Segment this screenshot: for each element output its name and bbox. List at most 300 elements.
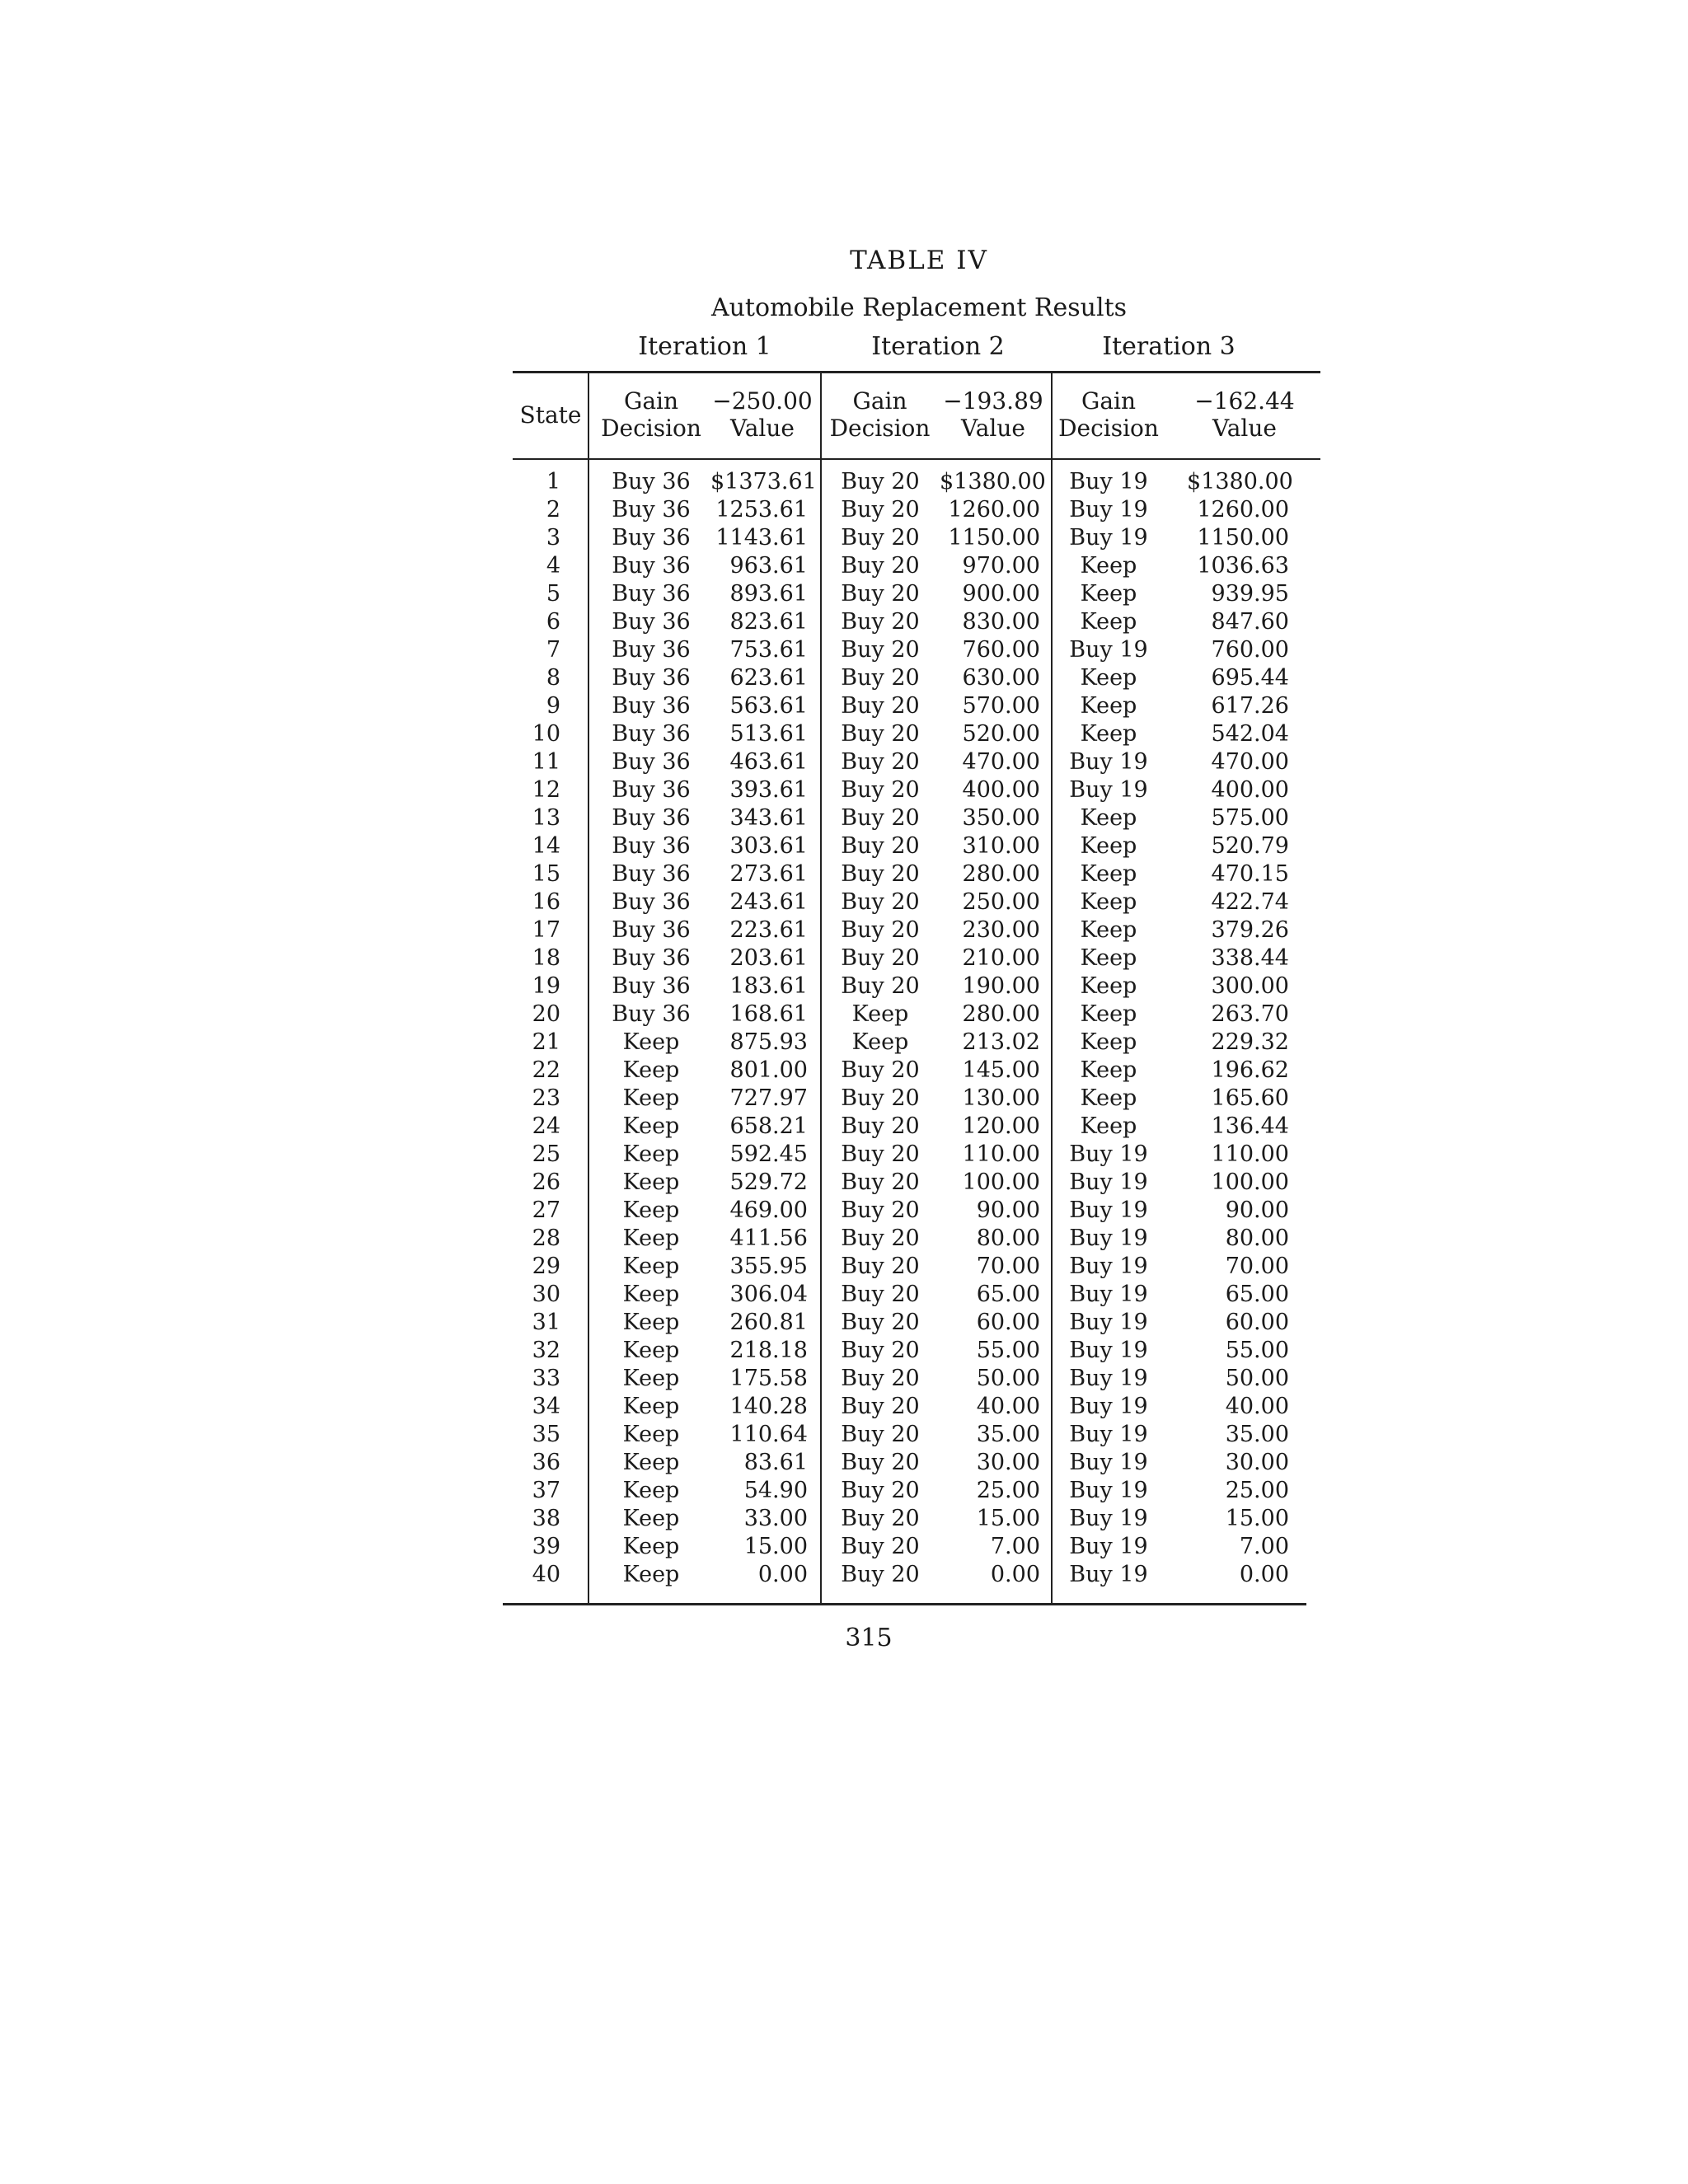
table-row	[0, 1057, 1688, 1085]
table-row	[0, 608, 1688, 636]
state-cell: 11	[532, 749, 560, 775]
state-cell: 39	[532, 1534, 560, 1559]
iteration-2-decision: Buy 20	[841, 581, 920, 607]
iteration-1-decision: Buy 36	[612, 973, 691, 999]
iteration-3-value: 65.00	[1225, 1282, 1289, 1307]
iteration-1-value: 218.18	[729, 1338, 808, 1363]
iteration-2-value: 35.00	[976, 1422, 1040, 1447]
iteration-3-value: 35.00	[1225, 1422, 1289, 1447]
iteration-1-value: 529.72	[729, 1169, 808, 1195]
iteration-2-decision: Buy 20	[841, 973, 920, 999]
iteration-2-decision: Buy 20	[841, 1197, 920, 1223]
iteration-3-value: 196.62	[1211, 1057, 1289, 1083]
table-row	[0, 972, 1688, 1001]
iteration-3-value: 300.00	[1211, 973, 1289, 999]
iteration-3-value: 542.04	[1211, 721, 1289, 747]
iteration-2-value: 0.00	[990, 1562, 1040, 1587]
iteration-3-value: 400.00	[1211, 777, 1289, 803]
iteration-1-value: 110.64	[729, 1422, 808, 1447]
iteration-2-decision: Buy 20	[841, 1366, 920, 1391]
iteration-1-value: 658.21	[729, 1113, 808, 1139]
iteration-1-value: 753.61	[729, 637, 808, 663]
iteration-3-decision: Keep	[1080, 917, 1137, 943]
table-caption: Automobile Replacement Results	[710, 293, 1128, 322]
iteration-1-decision: Buy 36	[612, 1001, 691, 1027]
state-cell: 8	[546, 665, 560, 691]
iteration-3-value: 70.00	[1225, 1254, 1289, 1279]
iteration-1-decision: Keep	[622, 1310, 680, 1335]
iteration-1-value: 0.00	[757, 1562, 808, 1587]
iteration-3-value: 40.00	[1225, 1394, 1289, 1419]
iteration-3-decision: Keep	[1080, 889, 1137, 915]
iteration-1-decision: Buy 36	[612, 889, 691, 915]
table-row	[0, 860, 1688, 888]
iteration-1-decision: Buy 36	[612, 637, 691, 663]
iteration-1-value: 83.61	[743, 1450, 808, 1475]
state-cell: 27	[532, 1197, 560, 1223]
iteration-3-value: 1036.63	[1197, 553, 1289, 579]
iteration-1-decision: Keep	[622, 1254, 680, 1279]
state-cell: 14	[532, 833, 560, 859]
state-cell: 13	[532, 805, 560, 831]
iteration-1-decision: Buy 36	[612, 833, 691, 859]
state-cell: 33	[532, 1366, 560, 1391]
iteration-3-decision: Buy 19	[1069, 1226, 1148, 1251]
iteration-3-decision: Buy 19	[1069, 1169, 1148, 1195]
iteration-2-value: 40.00	[976, 1394, 1040, 1419]
iteration-1-decision: Buy 36	[612, 609, 691, 635]
iteration-1-decision: Keep	[622, 1085, 680, 1111]
iteration-1-value: 273.61	[729, 861, 808, 887]
iteration-2-decision: Buy 20	[841, 1562, 920, 1587]
top-rule	[513, 371, 1320, 373]
table-row	[0, 916, 1688, 944]
iteration-3-value: 25.00	[1225, 1478, 1289, 1503]
iteration-3-decision: Keep	[1080, 665, 1137, 691]
iteration-3-value: 15.00	[1225, 1506, 1289, 1531]
iteration-3-value: 60.00	[1225, 1310, 1289, 1335]
state-cell: 6	[546, 609, 560, 635]
iteration-3-decision: Keep	[1080, 1001, 1137, 1027]
iteration-2-decision: Buy 20	[841, 525, 920, 551]
iteration-2-decision: Buy 20	[841, 1310, 920, 1335]
iteration-1-decision: Buy 36	[612, 861, 691, 887]
iteration-2-decision: Keep	[851, 1029, 909, 1055]
iteration-3-decision: Buy 19	[1069, 1450, 1148, 1475]
iteration-2-value: 70.00	[976, 1254, 1040, 1279]
iteration-1-decision: Buy 36	[612, 469, 691, 494]
table-row	[0, 1365, 1688, 1393]
iteration-1-header: Iteration 1	[638, 332, 771, 361]
table-row	[0, 1477, 1688, 1505]
state-cell: 7	[546, 637, 560, 663]
iteration-1-value: 801.00	[729, 1057, 808, 1083]
table-row	[0, 1561, 1688, 1589]
iteration-3-value: 1150.00	[1197, 525, 1289, 551]
iteration-2-value: 100.00	[962, 1169, 1040, 1195]
iteration-2-decision: Buy 20	[841, 609, 920, 635]
table-row	[0, 1197, 1688, 1225]
table-row	[0, 664, 1688, 692]
iteration-3-value: 575.00	[1211, 805, 1289, 831]
iteration-3-decision: Buy 19	[1069, 1562, 1148, 1587]
iteration-1-value: 727.97	[729, 1085, 808, 1111]
table-row	[0, 832, 1688, 860]
table-row	[0, 524, 1688, 552]
table-row	[0, 888, 1688, 916]
table-row	[0, 1337, 1688, 1365]
table-row	[0, 1141, 1688, 1169]
iteration-1-value: 513.61	[729, 721, 808, 747]
iteration-1-decision: Buy 36	[612, 777, 691, 803]
iteration-2-header: Iteration 2	[871, 332, 1005, 361]
iteration-3-decision: Buy 19	[1069, 1422, 1148, 1447]
state-cell: 38	[532, 1506, 560, 1531]
iteration-1-decision: Buy 36	[612, 581, 691, 607]
iteration-2-decision: Buy 20	[841, 469, 920, 494]
iteration-1-value: 203.61	[729, 945, 808, 971]
iteration-2-value: 760.00	[962, 637, 1040, 663]
iteration-1-value: 469.00	[729, 1197, 808, 1223]
iteration-3-value: $1380.00	[1187, 469, 1293, 494]
iteration-1-decision: Keep	[622, 1338, 680, 1363]
iteration-3-decision: Buy 19	[1069, 777, 1148, 803]
iteration-2-decision: Buy 20	[841, 1141, 920, 1167]
iteration-2-decision: Keep	[851, 1001, 909, 1027]
header-rule	[513, 458, 1320, 460]
iteration-1-decision: Keep	[622, 1562, 680, 1587]
table-row	[0, 748, 1688, 776]
state-cell: 26	[532, 1169, 560, 1195]
iteration-2-decision: Buy 20	[841, 665, 920, 691]
iteration-2-value: 350.00	[962, 805, 1040, 831]
iteration-1-decision: Keep	[622, 1197, 680, 1223]
iteration-2-value: 470.00	[962, 749, 1040, 775]
table-row	[0, 1505, 1688, 1533]
iteration-2-decision: Buy 20	[841, 1085, 920, 1111]
iteration-2-value: 65.00	[976, 1282, 1040, 1307]
iteration-3-value: 55.00	[1225, 1338, 1289, 1363]
iteration-2-decision: Buy 20	[841, 1506, 920, 1531]
iteration-1-decision: Keep	[622, 1057, 680, 1083]
iteration-1-value: 1143.61	[715, 525, 808, 551]
state-cell: 9	[546, 693, 560, 719]
state-cell: 18	[532, 945, 560, 971]
iteration-2-decision: Buy 20	[841, 497, 920, 523]
iteration-3-decision: Keep	[1080, 805, 1137, 831]
iteration-3-value: 136.44	[1211, 1113, 1289, 1139]
table-row	[0, 1281, 1688, 1309]
state-cell: 30	[532, 1282, 560, 1307]
iteration-2-value: 190.00	[962, 973, 1040, 999]
iteration-1-decision: Keep	[622, 1141, 680, 1167]
iteration-2-value-label: −193.89 Value	[940, 387, 1047, 442]
table-row	[0, 1085, 1688, 1113]
iteration-2-value: 30.00	[976, 1450, 1040, 1475]
table-row	[0, 1029, 1688, 1057]
iteration-2-decision: Buy 20	[841, 805, 920, 831]
iteration-2-decision: Buy 20	[841, 693, 920, 719]
state-cell: 1	[546, 469, 560, 494]
state-cell: 36	[532, 1450, 560, 1475]
table-row	[0, 1169, 1688, 1197]
iteration-3-value: 520.79	[1211, 833, 1289, 859]
iteration-3-decision: Keep	[1080, 945, 1137, 971]
iteration-1-value: 54.90	[743, 1478, 808, 1503]
iteration-1-value: 463.61	[729, 749, 808, 775]
iteration-1-value: 260.81	[729, 1310, 808, 1335]
iteration-3-value: 0.00	[1239, 1562, 1289, 1587]
iteration-1-decision: Keep	[622, 1029, 680, 1055]
iteration-1-gain-value: −250.00	[712, 387, 813, 415]
table-row	[0, 496, 1688, 524]
iteration-2-decision: Buy 20	[841, 721, 920, 747]
iteration-2-decision: Buy 20	[841, 1450, 920, 1475]
state-cell: 17	[532, 917, 560, 943]
iteration-1-decision: Keep	[622, 1506, 680, 1531]
iteration-3-gain-value: −162.44	[1194, 387, 1295, 415]
iteration-2-decision: Buy 20	[841, 1478, 920, 1503]
iteration-1-value: 1253.61	[715, 497, 808, 523]
iteration-2-decision: Buy 20	[841, 1338, 920, 1363]
iteration-1-value: 140.28	[729, 1394, 808, 1419]
iteration-2-decision: Buy 20	[841, 945, 920, 971]
table-row	[0, 552, 1688, 580]
iteration-1-value: 15.00	[743, 1534, 808, 1559]
iteration-3-value: 379.26	[1211, 917, 1289, 943]
iteration-2-value: 60.00	[976, 1310, 1040, 1335]
table-row	[0, 1253, 1688, 1281]
state-cell: 25	[532, 1141, 560, 1167]
iteration-3-decision: Buy 19	[1069, 1282, 1148, 1307]
iteration-1-value: 175.58	[729, 1366, 808, 1391]
iteration-3-value: 470.00	[1211, 749, 1289, 775]
iteration-3-decision: Keep	[1080, 973, 1137, 999]
iteration-3-value: 470.15	[1211, 861, 1289, 887]
iteration-1-value: 243.61	[729, 889, 808, 915]
bottom-rule	[503, 1603, 1306, 1605]
iteration-1-gain-label: Gain Decision	[601, 387, 701, 442]
state-cell: 31	[532, 1310, 560, 1335]
iteration-1-decision: Keep	[622, 1450, 680, 1475]
iteration-1-decision: Buy 36	[612, 805, 691, 831]
state-cell: 19	[532, 973, 560, 999]
iteration-2-value: 213.02	[962, 1029, 1040, 1055]
iteration-1-decision: Keep	[622, 1422, 680, 1447]
iteration-3-decision: Keep	[1080, 1085, 1137, 1111]
iteration-2-value: 80.00	[976, 1226, 1040, 1251]
iteration-1-decision: Buy 36	[612, 693, 691, 719]
iteration-2-value: 230.00	[962, 917, 1040, 943]
iteration-3-decision: Keep	[1080, 693, 1137, 719]
iteration-2-value: 520.00	[962, 721, 1040, 747]
state-cell: 21	[532, 1029, 560, 1055]
iteration-1-decision: Buy 36	[612, 749, 691, 775]
iteration-1-value: 393.61	[729, 777, 808, 803]
table-row	[0, 1001, 1688, 1029]
iteration-2-value: 1260.00	[948, 497, 1040, 523]
state-header: State	[519, 401, 582, 429]
iteration-2-decision: Buy 20	[841, 1057, 920, 1083]
iteration-3-decision: Keep	[1080, 861, 1137, 887]
iteration-1-value: 893.61	[729, 581, 808, 607]
table-row	[0, 1533, 1688, 1561]
table-row	[0, 776, 1688, 804]
iteration-1-value: 823.61	[729, 609, 808, 635]
state-cell: 29	[532, 1254, 560, 1279]
iteration-2-decision: Buy 20	[841, 1169, 920, 1195]
iteration-2-decision: Buy 20	[841, 553, 920, 579]
iteration-3-decision: Keep	[1080, 1113, 1137, 1139]
iteration-1-decision: Buy 36	[612, 497, 691, 523]
iteration-3-decision: Keep	[1080, 833, 1137, 859]
iteration-2-value: 55.00	[976, 1338, 1040, 1363]
iteration-1-decision: Keep	[622, 1282, 680, 1307]
state-cell: 3	[546, 525, 560, 551]
iteration-1-decision: Buy 36	[612, 721, 691, 747]
iteration-3-decision: Buy 19	[1069, 1534, 1148, 1559]
iteration-1-decision: Keep	[622, 1169, 680, 1195]
iteration-2-decision: Buy 20	[841, 1394, 920, 1419]
iteration-2-decision: Buy 20	[841, 917, 920, 943]
iteration-1-value: 875.93	[729, 1029, 808, 1055]
iteration-2-decision: Buy 20	[841, 1282, 920, 1307]
iteration-2-decision: Buy 20	[841, 833, 920, 859]
iteration-3-value: 30.00	[1225, 1450, 1289, 1475]
iteration-2-decision: Buy 20	[841, 749, 920, 775]
iteration-3-value: 100.00	[1211, 1169, 1289, 1195]
iteration-1-decision: Keep	[622, 1394, 680, 1419]
iteration-1-value: 411.56	[729, 1226, 808, 1251]
state-cell: 16	[532, 889, 560, 915]
state-cell: 24	[532, 1113, 560, 1139]
iteration-3-value: 7.00	[1239, 1534, 1289, 1559]
table-row	[0, 1309, 1688, 1337]
iteration-1-decision: Keep	[622, 1478, 680, 1503]
iteration-1-value: 343.61	[729, 805, 808, 831]
iteration-3-decision: Buy 19	[1069, 749, 1148, 775]
iteration-3-gain-label: Gain Decision	[1058, 387, 1159, 442]
iteration-2-decision: Buy 20	[841, 889, 920, 915]
iteration-3-decision: Keep	[1080, 609, 1137, 635]
table-row	[0, 944, 1688, 972]
iteration-3-decision: Keep	[1080, 1057, 1137, 1083]
iteration-2-value: 90.00	[976, 1197, 1040, 1223]
iteration-2-value: 570.00	[962, 693, 1040, 719]
table-row	[0, 720, 1688, 748]
table-row	[0, 1113, 1688, 1141]
state-cell: 22	[532, 1057, 560, 1083]
iteration-2-value: 900.00	[962, 581, 1040, 607]
iteration-1-decision: Buy 36	[612, 917, 691, 943]
state-cell: 4	[546, 553, 560, 579]
iteration-1-value: 183.61	[729, 973, 808, 999]
iteration-2-value: $1380.00	[940, 469, 1046, 494]
state-cell: 15	[532, 861, 560, 887]
iteration-1-decision: Buy 36	[612, 945, 691, 971]
table-row	[0, 1393, 1688, 1421]
iteration-1-value: 168.61	[729, 1001, 808, 1027]
iteration-3-value: 50.00	[1225, 1366, 1289, 1391]
iteration-3-value: 80.00	[1225, 1226, 1289, 1251]
table-row	[0, 636, 1688, 664]
iteration-1-value: 303.61	[729, 833, 808, 859]
iteration-3-value: 90.00	[1225, 1197, 1289, 1223]
state-cell: 34	[532, 1394, 560, 1419]
iteration-2-decision: Buy 20	[841, 1422, 920, 1447]
iteration-3-decision: Keep	[1080, 553, 1137, 579]
iteration-2-decision: Buy 20	[841, 1254, 920, 1279]
iteration-1-decision: Buy 36	[612, 665, 691, 691]
iteration-1-value: 355.95	[729, 1254, 808, 1279]
iteration-2-value: 50.00	[976, 1366, 1040, 1391]
iteration-1-value: 623.61	[729, 665, 808, 691]
iteration-2-value: 630.00	[962, 665, 1040, 691]
iteration-3-decision: Buy 19	[1069, 525, 1148, 551]
iteration-2-value: 15.00	[976, 1506, 1040, 1531]
iteration-3-value: 695.44	[1211, 665, 1289, 691]
iteration-3-decision: Buy 19	[1069, 1478, 1148, 1503]
iteration-3-header: Iteration 3	[1102, 332, 1236, 361]
iteration-2-decision: Buy 20	[841, 1226, 920, 1251]
iteration-3-decision: Keep	[1080, 581, 1137, 607]
iteration-1-value: 563.61	[729, 693, 808, 719]
iteration-2-value: 250.00	[962, 889, 1040, 915]
state-cell: 28	[532, 1226, 560, 1251]
state-cell: 12	[532, 777, 560, 803]
iteration-3-decision: Buy 19	[1069, 1197, 1148, 1223]
iteration-3-decision: Buy 19	[1069, 1310, 1148, 1335]
iteration-3-decision: Buy 19	[1069, 1141, 1148, 1167]
table-row	[0, 1449, 1688, 1477]
iteration-3-value: 617.26	[1211, 693, 1289, 719]
iteration-3-decision: Keep	[1080, 1029, 1137, 1055]
table-row	[0, 468, 1688, 496]
iteration-3-decision: Buy 19	[1069, 1254, 1148, 1279]
iteration-1-decision: Keep	[622, 1366, 680, 1391]
state-cell: 32	[532, 1338, 560, 1363]
iteration-1-value: 33.00	[743, 1506, 808, 1531]
table-row	[0, 804, 1688, 832]
iteration-1-value: 963.61	[729, 553, 808, 579]
table-row	[0, 692, 1688, 720]
iteration-3-decision: Keep	[1080, 721, 1137, 747]
iteration-2-value: 25.00	[976, 1478, 1040, 1503]
state-cell: 20	[532, 1001, 560, 1027]
iteration-2-value: 7.00	[990, 1534, 1040, 1559]
iteration-3-value: 1260.00	[1197, 497, 1289, 523]
iteration-1-decision: Buy 36	[612, 553, 691, 579]
iteration-2-value: 1150.00	[948, 525, 1040, 551]
iteration-1-value: 223.61	[729, 917, 808, 943]
iteration-3-decision: Buy 19	[1069, 497, 1148, 523]
iteration-2-value: 280.00	[962, 861, 1040, 887]
iteration-2-gain-value: −193.89	[943, 387, 1043, 415]
iteration-3-decision: Buy 19	[1069, 1506, 1148, 1531]
iteration-1-value-label: −250.00 Value	[709, 387, 816, 442]
state-cell: 2	[546, 497, 560, 523]
iteration-2-decision: Buy 20	[841, 861, 920, 887]
state-cell: 5	[546, 581, 560, 607]
iteration-3-value: 338.44	[1211, 945, 1289, 971]
iteration-1-decision: Keep	[622, 1534, 680, 1559]
iteration-2-decision: Buy 20	[841, 1534, 920, 1559]
iteration-1-value: $1373.61	[710, 469, 817, 494]
iteration-3-value: 939.95	[1211, 581, 1289, 607]
iteration-3-decision: Buy 19	[1069, 1394, 1148, 1419]
iteration-2-value: 310.00	[962, 833, 1040, 859]
iteration-1-decision: Buy 36	[612, 525, 691, 551]
